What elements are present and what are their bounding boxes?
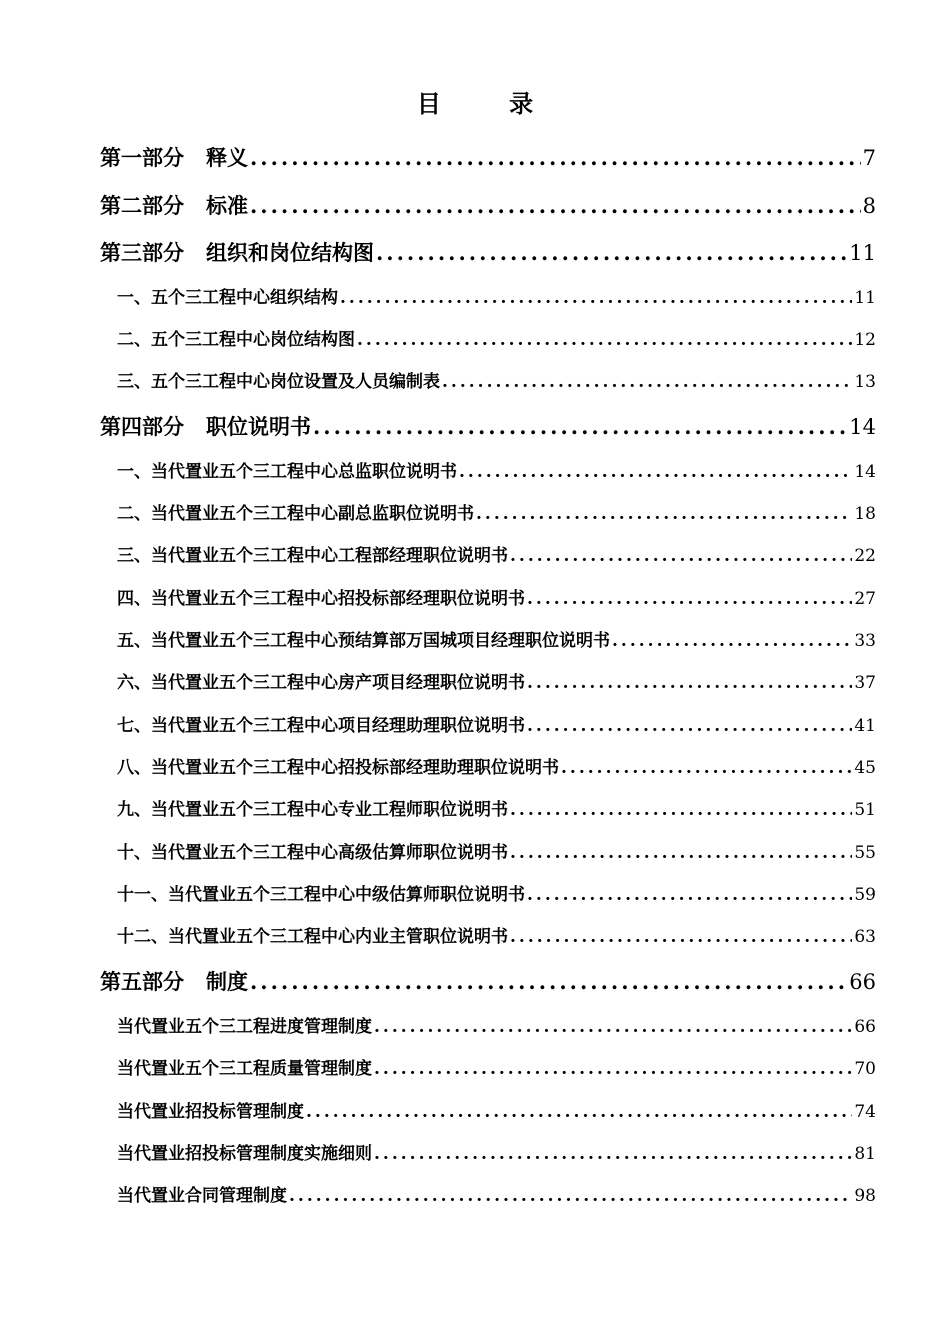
toc-entry-part-3[interactable] — [100, 229, 876, 277]
toc-entry-section[interactable] — [100, 705, 876, 747]
toc-entry-section[interactable] — [100, 789, 876, 831]
toc-page-number: 55 — [854, 842, 876, 863]
toc-entry-section[interactable] — [100, 874, 876, 916]
toc-dot-leader — [612, 620, 852, 662]
toc-entry-title: 九、当代置业五个三工程中心专业工程师职位说明书 — [117, 800, 508, 821]
toc-dot-leader — [289, 1175, 852, 1217]
toc-dot-leader — [442, 361, 852, 403]
toc-entry-section[interactable] — [100, 1091, 876, 1133]
toc-title: 目 录 — [416, 89, 564, 118]
toc-entry-section[interactable] — [100, 361, 876, 403]
toc-dot-leader — [250, 958, 847, 1006]
toc-dot-leader — [374, 1006, 852, 1048]
toc-entry-section[interactable] — [100, 1133, 876, 1175]
toc-page-number: 22 — [854, 546, 876, 567]
toc-entry-title: 标准 — [206, 192, 248, 218]
toc-dot-leader — [510, 535, 852, 577]
toc-entry-part-5[interactable] — [100, 958, 876, 1006]
toc-page-number: 81 — [854, 1143, 876, 1164]
toc-entry-title: 当代置业招投标管理制度 — [117, 1101, 304, 1122]
toc-part-label: 第二部分 — [100, 192, 184, 218]
toc-entry-title: 十二、当代置业五个三工程中心内业主管职位说明书 — [117, 927, 508, 948]
toc-page-number: 70 — [854, 1059, 876, 1080]
toc-entry-title: 释义 — [206, 145, 248, 170]
toc-dot-leader — [313, 403, 847, 451]
toc-part-label: 第四部分 — [100, 414, 184, 440]
toc-dot-leader — [510, 789, 852, 831]
toc-page-number: 63 — [854, 927, 876, 948]
toc-entry-part-2[interactable] — [100, 182, 876, 230]
toc-dot-leader — [340, 277, 852, 319]
toc-page-number: 14 — [854, 461, 876, 482]
toc-page-number: 45 — [854, 757, 876, 778]
toc-entry-title: 三、当代置业五个三工程中心工程部经理职位说明书 — [117, 546, 508, 567]
toc-entry-title: 组织和岗位结构图 — [206, 240, 374, 265]
toc-page-number: 59 — [854, 884, 876, 905]
toc-entry-section[interactable] — [100, 578, 876, 620]
toc-dot-leader — [306, 1091, 852, 1133]
toc-part-label: 第五部分 — [100, 969, 184, 995]
toc-dot-leader — [510, 832, 852, 874]
toc-entry-title: 一、五个三工程中心组织结构 — [117, 287, 338, 308]
toc-page-number: 18 — [854, 504, 876, 525]
toc-page-number: 66 — [854, 1016, 876, 1037]
toc-page-number: 14 — [849, 415, 876, 440]
toc-page-number: 33 — [854, 631, 876, 652]
toc-entry-section[interactable] — [100, 620, 876, 662]
toc-entry-title: 当代置业招投标管理制度实施细则 — [117, 1143, 372, 1164]
toc-entry-title: 二、当代置业五个三工程中心副总监职位说明书 — [117, 504, 474, 525]
toc-entry-section[interactable] — [100, 493, 876, 535]
toc-page-number: 8 — [862, 193, 876, 218]
toc-dot-leader — [250, 182, 861, 230]
toc-entry-title: 四、当代置业五个三工程中心招投标部经理职位说明书 — [117, 588, 525, 609]
toc-dot-leader — [374, 1048, 852, 1090]
toc-page-number: 74 — [854, 1101, 876, 1122]
toc-page-number: 37 — [854, 673, 876, 694]
toc-entry-section[interactable] — [100, 535, 876, 577]
toc-entry-title: 当代置业五个三工程进度管理制度 — [117, 1016, 372, 1037]
toc-entry-title: 一、当代置业五个三工程中心总监职位说明书 — [117, 461, 457, 482]
toc-page-number: 7 — [862, 146, 876, 170]
toc-entry-title: 十、当代置业五个三工程中心高级估算师职位说明书 — [117, 842, 508, 863]
toc-entry-part-1[interactable] — [100, 134, 876, 182]
toc-entry-section[interactable] — [100, 277, 876, 319]
toc-entry-title: 六、当代置业五个三工程中心房产项目经理职位说明书 — [117, 673, 525, 694]
toc-list — [100, 134, 876, 1217]
toc-entry-title: 当代置业五个三工程质量管理制度 — [117, 1059, 372, 1080]
toc-entry-section[interactable] — [100, 1175, 876, 1217]
toc-page-number: 51 — [854, 800, 876, 821]
toc-page-number: 41 — [854, 715, 876, 736]
toc-page-number: 12 — [854, 329, 876, 350]
toc-entry-section[interactable] — [100, 1048, 876, 1090]
toc-entry-section[interactable] — [100, 832, 876, 874]
toc-dot-leader — [250, 134, 861, 182]
toc-entry-title: 五、当代置业五个三工程中心预结算部万国城项目经理职位说明书 — [117, 631, 610, 652]
toc-dot-leader — [527, 662, 852, 704]
toc-dot-leader — [510, 916, 852, 958]
toc-dot-leader — [376, 229, 847, 277]
toc-dot-leader — [527, 705, 852, 747]
toc-dot-leader — [374, 1133, 852, 1175]
toc-page-number: 11 — [849, 241, 876, 265]
toc-entry-title: 当代置业合同管理制度 — [117, 1186, 287, 1207]
toc-entry-section[interactable] — [100, 662, 876, 704]
toc-page-number: 98 — [854, 1186, 876, 1207]
toc-entry-title: 八、当代置业五个三工程中心招投标部经理助理职位说明书 — [117, 757, 559, 778]
toc-entry-section[interactable] — [100, 747, 876, 789]
toc-entry-title: 制度 — [206, 969, 248, 995]
toc-entry-section[interactable] — [100, 916, 876, 958]
toc-entry-title: 职位说明书 — [206, 414, 311, 440]
toc-dot-leader — [476, 493, 852, 535]
toc-entry-title: 二、五个三工程中心岗位结构图 — [117, 329, 355, 350]
toc-dot-leader — [459, 451, 852, 493]
toc-dot-leader — [561, 747, 852, 789]
toc-part-label: 第三部分 — [100, 240, 184, 265]
toc-entry-part-4[interactable] — [100, 403, 876, 451]
toc-entry-section[interactable] — [100, 1006, 876, 1048]
toc-dot-leader — [527, 578, 852, 620]
toc-dot-leader — [357, 319, 852, 361]
toc-entry-title: 七、当代置业五个三工程中心项目经理助理职位说明书 — [117, 715, 525, 736]
toc-page-number: 27 — [854, 588, 876, 609]
toc-entry-title: 十一、当代置业五个三工程中心中级估算师职位说明书 — [117, 884, 525, 905]
toc-entry-section[interactable] — [100, 451, 876, 493]
toc-page-number: 66 — [849, 970, 876, 995]
toc-entry-section[interactable] — [100, 319, 876, 361]
toc-page-number: 13 — [854, 372, 876, 393]
toc-page-number: 11 — [854, 287, 876, 308]
toc-dot-leader — [527, 874, 852, 916]
toc-entry-title: 三、五个三工程中心岗位设置及人员编制表 — [117, 372, 440, 393]
toc-part-label: 第一部分 — [100, 145, 184, 170]
